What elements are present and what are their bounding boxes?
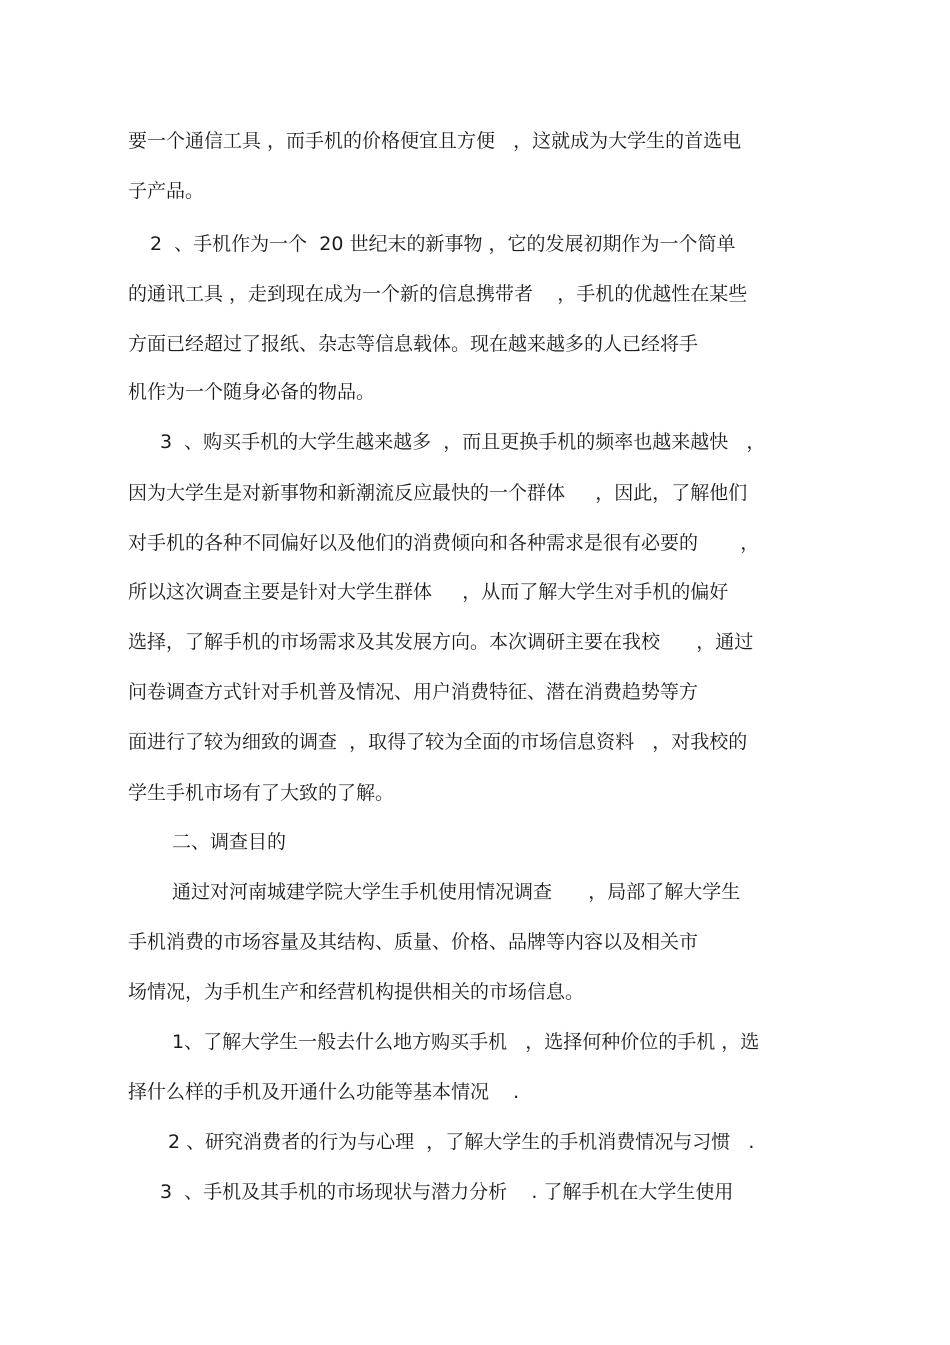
text-line: 子产品。 [128, 180, 205, 202]
text-line: 所以这次调查主要是针对大学生群体 ，从而了解大学生对手机的偏好 [128, 581, 729, 603]
text-line: 3 、手机及其手机的市场现状与潜力分析 . 了解手机在大学生使用 [160, 1181, 734, 1203]
text-line: 场情况，为手机生产和经营机构提供相关的市场信息。 [128, 981, 585, 1003]
text-line: 择什么样的手机及开通什么功能等基本情况 . [128, 1081, 520, 1103]
text-line: 1、了解大学生一般去什么地方购买手机 ，选择何种价位的手机 ，选 [172, 1031, 760, 1053]
text-line: 手机消费的市场容量及其结构、质量、价格、品牌等内容以及相关市 [128, 931, 699, 953]
text-line: 因为大学生是对新事物和新潮流反应最快的一个群体 ，因此，了解他们 [128, 482, 748, 504]
text-line: 通过对河南城建学院大学生手机使用情况调查 ，局部了解大学生 [172, 881, 741, 903]
text-line: 问卷调查方式针对手机普及情况、用户消费特征、潜在消费趋势等方 [128, 681, 699, 703]
text-line: 机作为一个随身必备的物品。 [128, 381, 376, 403]
text-line: 选择，了解手机的市场需求及其发展方向。本次调研主要在我校 ，通过 [128, 631, 754, 653]
text-line: 学生手机市场有了大致的了解。 [128, 782, 395, 804]
text-line: 3 、购买手机的大学生越来越多 ，而且更换手机的频率也越来越快 ， [160, 431, 766, 453]
text-line: 方面已经超过了报纸、杂志等信息载体。现在越来越多的人已经将手 [128, 333, 699, 355]
section-heading: 二、调查目的 [172, 831, 287, 853]
text-line: 面进行了较为细致的调查 ，取得了较为全面的市场信息资料 ，对我校的 [128, 731, 748, 753]
text-line: 2 、研究消费者的行为与心理 ，了解大学生的手机消费情况与习惯 . [168, 1131, 755, 1153]
text-line: 2 、手机作为一个 20 世纪末的新事物 ，它的发展初期作为一个简单 [150, 233, 736, 255]
text-line: 要一个通信工具 ，而手机的价格便宜且方便 ，这就成为大学生的首选电 [128, 130, 742, 152]
text-line: 对手机的各种不同偏好以及他们的消费倾向和各种需求是很有必要的 ， [128, 532, 760, 554]
text-line: 的通讯工具 ，走到现在成为一个新的信息携带者 ，手机的优越性在某些 [128, 283, 748, 305]
